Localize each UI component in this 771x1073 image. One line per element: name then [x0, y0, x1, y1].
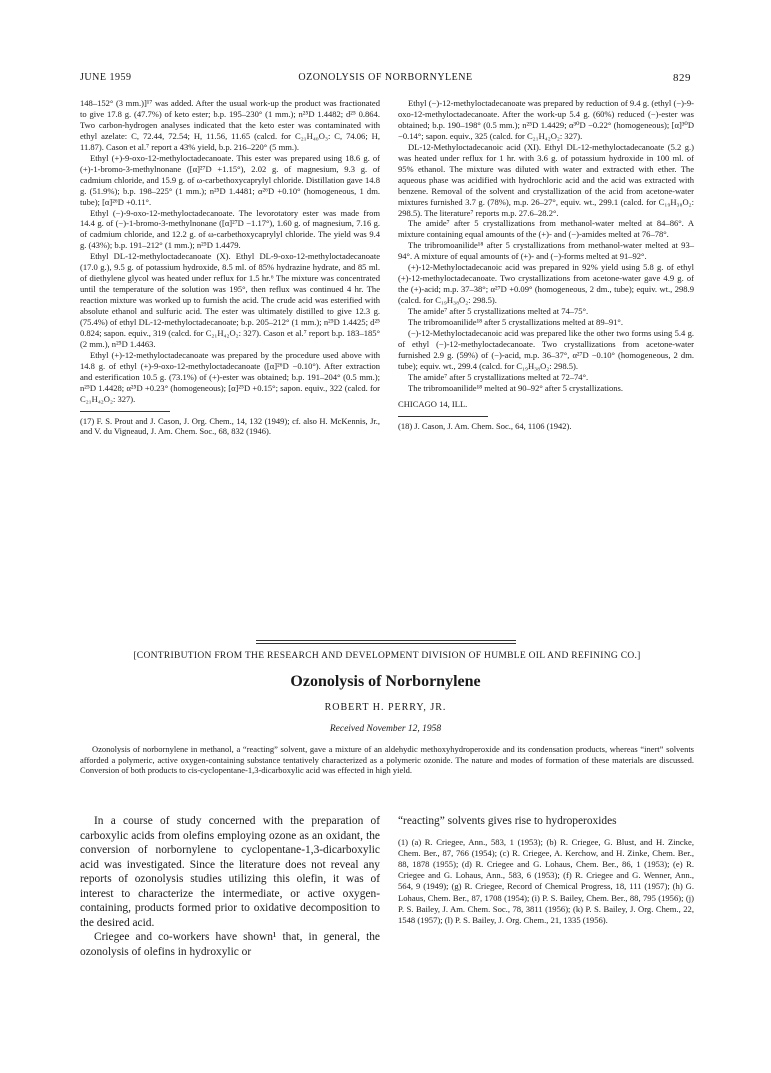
contribution-line: [CONTRIBUTION FROM THE RESEARCH AND DEVELOPMENT DIVISION OF HUMBLE OIL AND REFINING CO.]: [133, 651, 641, 661]
paragraph: (+)-12-Methyloctadecanoic acid was prepared in 92% yield using 5.8 g. of ethyl (+)-12-methyloctadecanoate. Two crystallizations from acetone-water gave 4.9 g. of the (+)-acid; m.p. 37–38°; α²⁷D +0.09° (homogeneous, 2 dm., tube); equiv. wt., 298.9 (calcd. for C₁₉H₃₈O₂: 298.5).: [398, 262, 694, 306]
running-header: [80, 72, 691, 86]
footnote-block: [398, 421, 694, 432]
article-title: Ozonolysis of Norbornylene: [290, 673, 481, 690]
author-location: CHICAGO 14, ILL.: [398, 398, 468, 409]
footnote-17: (17) F. S. Prout and J. Cason, J. Org. Chem., 14, 132 (1949); cf. also H. McKennis, Jr., and V. du Vigneaud, J. Am. Chem. Soc., 68, 832 (1946).: [80, 415, 380, 437]
paragraph: Ethyl DL-12-methyloctadecanoate (X). Ethyl DL-9-oxo-12-methyloctadecanoate (17.0 g.), 9.5 g. of potassium hydroxide, 8.5 ml. of 85% hydrazine hydrate, and 85 ml. of diethylene glycol was heated under reflux for 1.5 hr.⁶ The mixture was concentrated until the temperature of the solution was 195°, then reflux was continued 4 hr. The reaction mixture was worked up to furnish the acid. The crude acid was esterified with absolute ethanol and sulfuric acid. The ester was ultimately distilled to give 12.3 g. (75.4%) of ethyl DL-12-methyloctadecanoate; b.p. 205–212° (1 mm.); n²⁵D 1.4425; d²⁵ 0.824; sapon. equiv., 319 (calcd. for C₂₁H₄₂O₂: 327). Cason et al.⁷ report b.p. 183–185° (2 mm.), n²⁵D 1.4463.: [80, 251, 380, 349]
header-date: JUNE 1959: [80, 72, 132, 83]
references: (1) (a) R. Criegee, Ann., 583, 1 (1953); (b) R. Criegee, G. Blust, and H. Zincke, Chem. Ber., 87, 766 (1954); (c) R. Criegee, A. Kerchow, and H. Zinke, Chem. Ber., 88, 1878 (1955); (d) R. Criegee and G. Lohaus, Chem. Ber., 86, 1 (1953); (e) R. Criegee and G. Lohaus, Ann., 583, 6 (1953); (f) R. Criegee and G. Wenner, Ann., 564, 9 (1949); (g) R. Criegee, Record of Chemical Progress, 18, 111 (1957); (h) G. Lohaus, Chem. Ber., 87, 1708 (1954); (i) P. S. Bailey, Chem. Ber., 88, 795 (1956); (j) P. S. Bailey, J. Am. Chem. Soc., 78, 3811 (1956); (k) P. S. Bailey, J. Org. Chem., 22, 1548 (1957); (l) P. S. Bailey, J. Org. Chem., 21, 1335 (1956).: [398, 836, 694, 925]
section-divider-bottom: [256, 643, 516, 644]
paragraph: The amide⁷ after 5 crystallizations from methanol-water melted at 84–86°. A mixture containing equal amounts of the (+)- and (−)-amides melted at 76–78°.: [398, 218, 694, 240]
paragraph: Ethyl (+)-9-oxo-12-methyloctadecanoate. This ester was prepared using 18.6 g. of (+)-1-bromo-3-methylnonane ([α]²⁷D +1.15°), 2.02 g. of magnesium, 9.3 g. of cadmium chloride, and 15.9 g. of ω-carbethoxycaprylyl chloride. Distillation gave 14.8 g. (51.9%); b.p. 198–225° (1 mm.); n²⁵D 1.4481; α²⁶D +0.10° (homogeneous, 1 dm. tube); [α]²⁶D +0.11°.: [80, 152, 380, 207]
paragraph: DL-12-Methyloctadecanoic acid (XI). Ethyl DL-12-methyloctadecanoate (5.2 g.) was heated under reflux for 1 hr. with 3.6 g. of potassium hydroxide in 100 ml. of 95% ethanol. The mixture was diluted with water and extracted with ether. The aqueous phase was acidified with hydrochloric acid and the acid was extracted with benzene. Removal of the solvent and crystallization of the acid from acetone-water mixtures furnished 3.7 g. (78%), m.p. 26–27°, equiv. wt., 299.1 (calcd. for C₁₉H₃₈O₂: 298.5). The literature⁷ reports m.p. 27.6–28.2°.: [398, 141, 694, 218]
footnote-rule: [80, 411, 170, 412]
article-body-left: [80, 814, 380, 959]
footnote-rule: [398, 416, 488, 417]
article-body-right: [398, 814, 694, 926]
paragraph: (−)-12-Methyloctadecanoic acid was prepared like the other two forms using 5.4 g. of ethyl (−)-12-methyloctadecanoate. Two crystallizations from acetone-water furnished 2.9 g. (59%) of (−)-acid, m.p. 36–37°, α²⁷D −0.10° (homogeneous, 2 dm. tube); equiv. wt., 299.4 (calcd. for C₁₉H₃₈O₂: 298.5).: [398, 328, 694, 371]
footnote-block: [80, 416, 380, 438]
paragraph: The tribromoanilide¹⁸ after 5 crystallizations from methanol-water melted at 93–94°. A mixture of equal amounts of (+)- and (−)-forms melted at 91–92°.: [398, 240, 694, 262]
left-column: [80, 98, 380, 437]
paragraph: The amide⁷ after 5 crystallizations melted at 74–75°.: [408, 306, 589, 317]
abstract-text: Ozonolysis of norbornylene in methanol, a “reacting” solvent, gave a mixture of an aldehydic methoxyhydroperoxide and its condensation products, whereas “inert” solvents afforded a polymeric, active oxygen-containing substance tentatively characterized as a polymeric ozonide. The nature and modes of formation of these materials are discussed. Conversion of both products to cis-cyclopentane-1,3-dicarboxylic acid was effected in high yield.: [80, 744, 694, 776]
paragraph: 148–152° (3 mm.)]¹⁷ was added. After the usual work-up the product was fractionated to give 17.8 g. (47.7%) of keto ester; b.p. 195–230° (1 mm.); n²⁵D 1.4482; d²⁵ 0.864. Two carbon-hydrogen analyses indicated that the keto ester was contaminated with ethyl azelate: C, 72.44, 72.54; H, 11.56, 11.65 (calcd. for C₂₁H₄₀O₃: C, 74.06; H, 11.87). Cason et al.⁷ report a 43% yield, b.p. 216–220° (5 mm.).: [80, 98, 380, 152]
paragraph: The tribromoanilide¹⁸ after 5 crystallizations melted at 89–91°.: [408, 317, 623, 328]
paragraph: “reacting” solvents gives rise to hydroperoxides: [398, 815, 617, 827]
header-running-title: OZONOLYSIS OF NORBORNYLENE: [298, 72, 473, 83]
section-divider-top: [256, 640, 516, 641]
paragraph: The amide⁷ after 5 crystallizations melted at 72–74°.: [408, 371, 589, 382]
article-author: ROBERT H. PERRY, JR.: [324, 702, 447, 713]
right-column: [398, 98, 694, 431]
paragraph: Ethyl (−)-9-oxo-12-methyloctadecanoate. The levorotatory ester was made from 14.4 g. of (−)-1-bromo-3-methylnonane ([α]²⁷D −1.17°), 1.60 g. of magnesium, 7.16 g. of cadmium chloride, and 12.2 g. of ω-carbethoxycaprylyl chloride. The yield was 9.4 g. (43%); b.p. 191–212° (1 mm.); n²⁵D 1.4479.: [80, 207, 380, 251]
paragraph: The tribromoanilide¹⁸ melted at 90–92° after 5 crystallizations.: [408, 382, 623, 393]
paragraph: Ethyl (+)-12-methyloctadecanoate was prepared by the procedure used above with 14.8 g. of ethyl (+)-9-oxo-12-methyloctadecanoate ([α]²⁶D −0.10°). After extraction and esterification 10.5 g. (73.1%) of (+)-ester was obtained; b.p. 191–204° (0.5 mm.); n²⁵D 1.4428; α²⁵D +0.23° (homogeneous); [α]²⁵D +0.15°; sapon. equiv., 322 (calcd. for C₂₁H₄₂O₂: 327).: [80, 349, 380, 404]
header-page-number: 829: [673, 72, 691, 84]
received-date: Received November 12, 1958: [329, 724, 442, 734]
abstract: [80, 744, 694, 776]
footnote-18: (18) J. Cason, J. Am. Chem. Soc., 64, 1106 (1942).: [398, 420, 572, 431]
paragraph: Criegee and co-workers have shown¹ that, in general, the ozonolysis of olefins in hydroxylic or: [80, 931, 380, 958]
paragraph: Ethyl (−)-12-methyloctadecanoate was prepared by reduction of 9.4 g. (ethyl (−)-9-oxo-12-methyloctadecanoate. After the work-up 5.4 g. (60%) reduced (−)-ester was obtained; b.p. 190–198° (0.5 mm.); n²⁵D 1.4429; α³⁰D −0.22° (homogeneous); [α]³⁰D −0.14°; sapon. equiv., 325 (calcd. for C₂₁H₄₂O₂: 327).: [398, 98, 694, 141]
paragraph: In a course of study concerned with the preparation of carboxylic acids from olefins employing ozone as an oxidant, the conversion of norbornylene to cyclopentane-1,3-dicarboxylic acid was investigated. Since the literature does not reveal any reports of ozonolysis studies utilizing this olefin, it was of interest to characterize the intermediate, or active oxygen-containing, products formed prior to oxidative decomposition to the desired acid.: [80, 815, 380, 929]
